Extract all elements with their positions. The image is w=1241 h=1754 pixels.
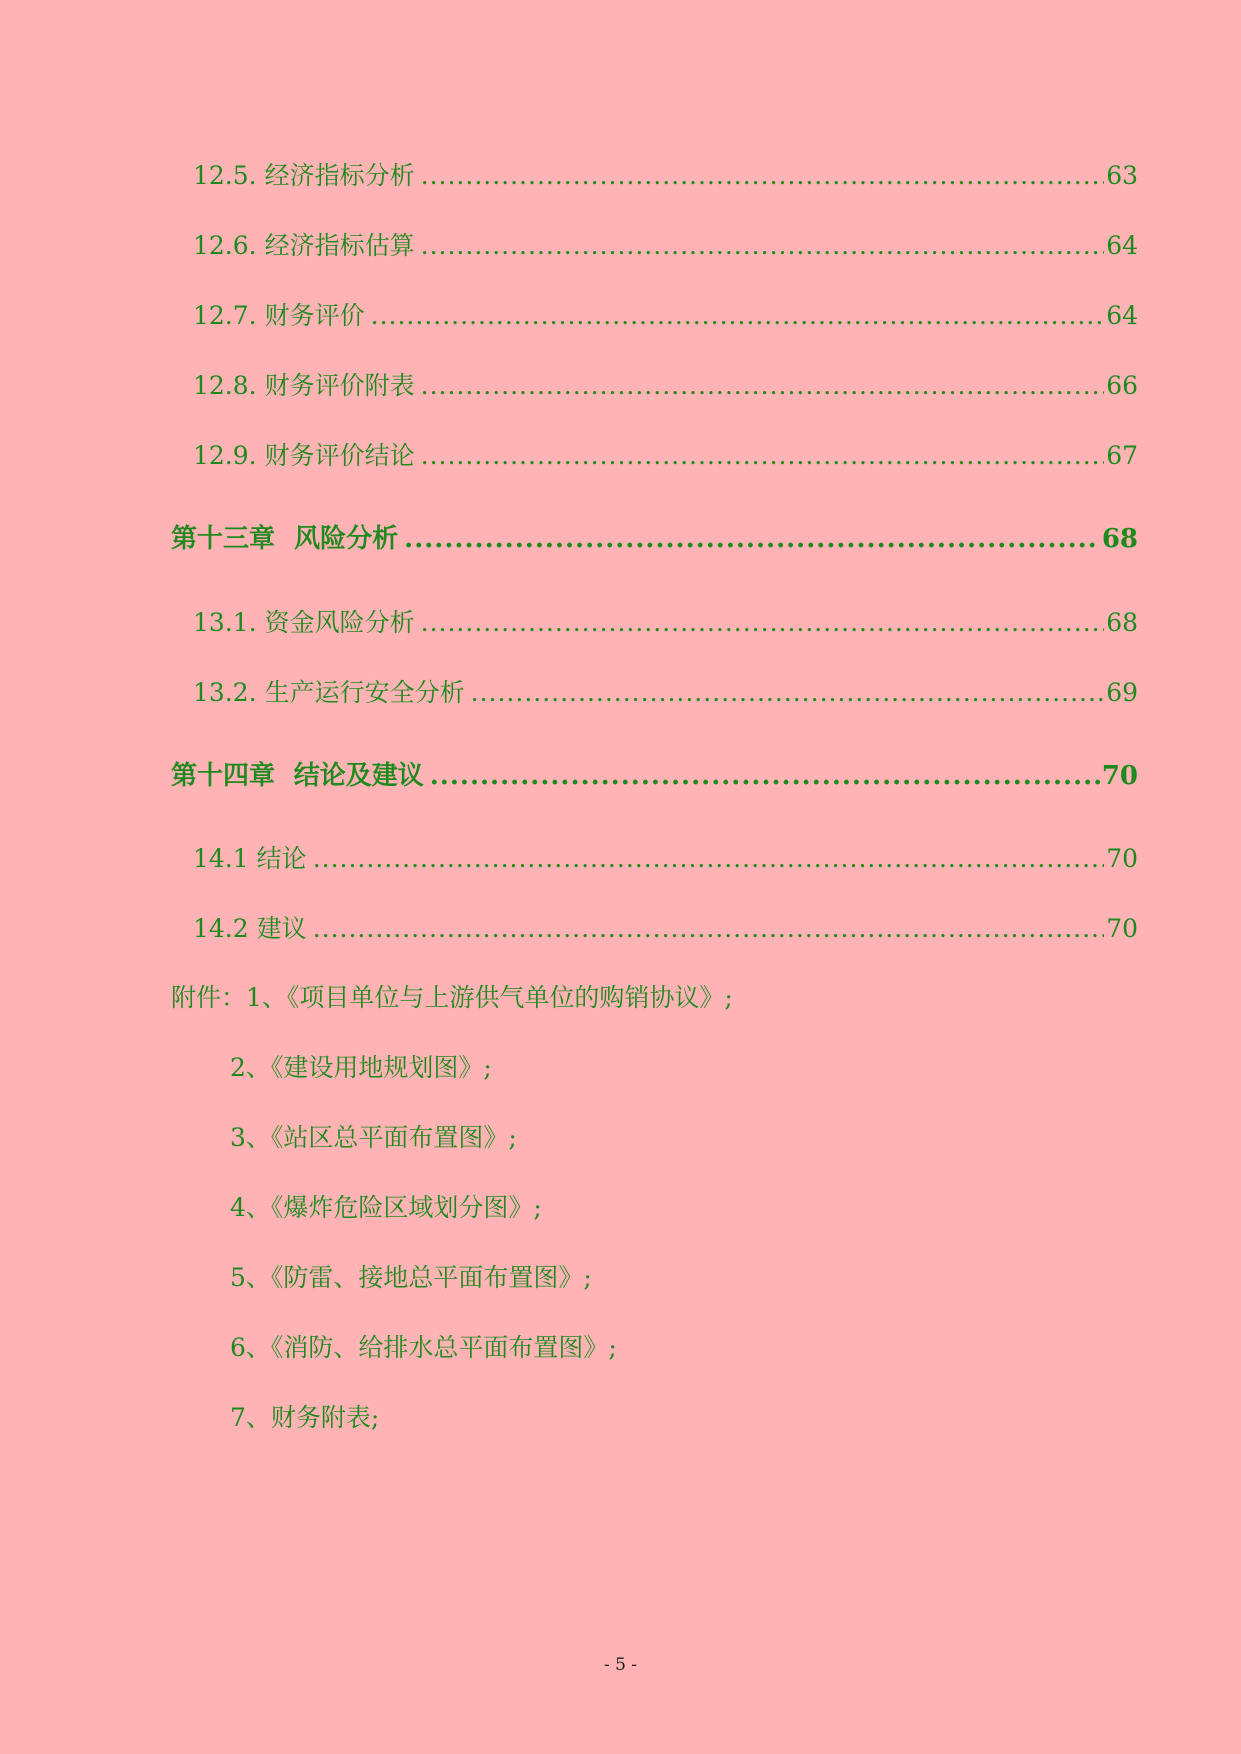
toc-title: 结论: [256, 844, 307, 873]
toc-number: 12.6.: [193, 231, 257, 260]
toc-leader: [471, 677, 1105, 709]
toc-chapter-13[interactable]: [171, 523, 1138, 555]
toc-entry-14-2[interactable]: [193, 913, 1138, 945]
toc-entry-12-6[interactable]: [193, 230, 1138, 262]
toc-page-number: 63: [1106, 161, 1138, 190]
toc-entry-12-8[interactable]: [193, 370, 1138, 402]
toc-leader: [313, 843, 1105, 875]
attachment-item: 3、《站区总平面布置图》;: [230, 1123, 517, 1152]
toc-number: 13.1.: [193, 608, 257, 637]
toc-chapter-14[interactable]: [171, 760, 1138, 792]
toc-number: 14.2: [193, 914, 249, 943]
toc-number: 12.8.: [193, 371, 257, 400]
attachment-item: 5、《防雷、接地总平面布置图》;: [230, 1263, 592, 1292]
toc-title: 生产运行安全分析: [264, 678, 465, 707]
toc-page-number: 66: [1106, 371, 1138, 400]
toc-page-number: 64: [1106, 301, 1138, 330]
toc-leader: [421, 370, 1105, 402]
toc-leader: [430, 760, 1100, 792]
attachment-item: 7、财务附表;: [230, 1403, 380, 1432]
toc-title: 建议: [256, 914, 307, 943]
toc-entry-13-2[interactable]: [193, 677, 1138, 709]
toc-page-number: 70: [1106, 844, 1138, 873]
toc-leader: [421, 440, 1105, 472]
toc-entry-12-5[interactable]: [193, 160, 1138, 192]
toc-leader: [371, 300, 1105, 332]
toc-entry-13-1[interactable]: [193, 607, 1138, 639]
toc-title: 经济指标估算: [264, 231, 415, 260]
toc-chapter-title: 风险分析: [294, 524, 399, 554]
toc-chapter-number: 第十三章: [171, 524, 276, 554]
toc-number: 12.9.: [193, 441, 257, 470]
toc-leader: [421, 160, 1105, 192]
toc-title: 财务评价结论: [264, 441, 415, 470]
toc-title: 财务评价附表: [264, 371, 415, 400]
toc-page-number: 67: [1106, 441, 1138, 470]
page-number-footer: - 5 -: [603, 1655, 638, 1675]
toc-number: 14.1: [193, 844, 249, 873]
toc-page-number: 69: [1106, 678, 1138, 707]
attachments-heading: 附件：1、《项目单位与上游供气单位的购销协议》;: [171, 983, 733, 1012]
toc-entry-12-7[interactable]: [193, 300, 1138, 332]
toc-number: 12.5.: [193, 161, 257, 190]
toc-title: 经济指标分析: [264, 161, 415, 190]
toc-title: 资金风险分析: [264, 608, 415, 637]
toc-chapter-number: 第十四章: [171, 761, 276, 791]
toc-leader: [421, 607, 1105, 639]
toc-leader: [404, 523, 1100, 555]
attachment-item: 4、《爆炸危险区域划分图》;: [230, 1193, 542, 1222]
toc-leader: [421, 230, 1105, 262]
toc-page-number: 68: [1106, 608, 1138, 637]
toc-title: 财务评价: [264, 301, 365, 330]
toc-page-number: 64: [1106, 231, 1138, 260]
toc-entry-12-9[interactable]: [193, 440, 1138, 472]
toc-page-number: 70: [1101, 761, 1138, 791]
toc-page-number: 70: [1106, 914, 1138, 943]
attachment-item: 6、《消防、给排水总平面布置图》;: [230, 1333, 617, 1362]
toc-chapter-title: 结论及建议: [293, 761, 424, 791]
toc-number: 12.7.: [193, 301, 257, 330]
toc-entry-14-1[interactable]: [193, 843, 1138, 875]
toc-page-number: 68: [1101, 524, 1138, 554]
toc-leader: [313, 913, 1105, 945]
toc-number: 13.2.: [193, 678, 257, 707]
attachment-item: 2、《建设用地规划图》;: [230, 1053, 492, 1082]
